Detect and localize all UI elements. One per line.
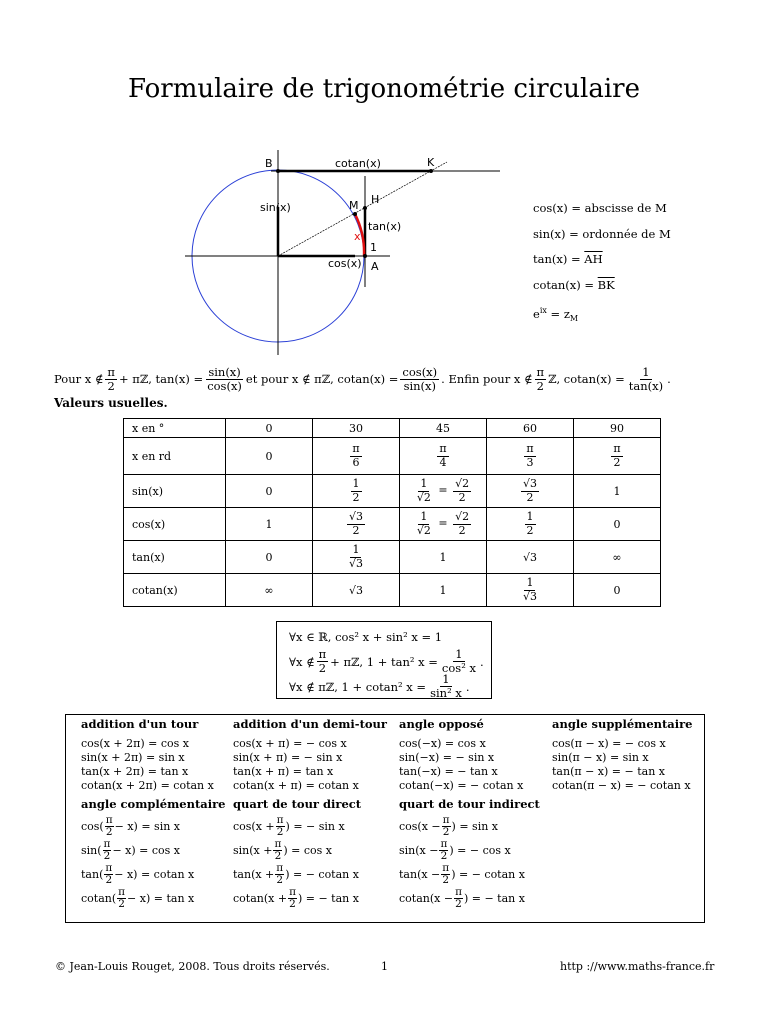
def-cos: cos(x) = abscisse de M: [533, 201, 667, 215]
formula: sin(π − x) = sin x: [552, 751, 649, 764]
footer-page-number: 1: [381, 960, 388, 973]
header-quart-indirect: quart de tour indirect: [399, 797, 540, 811]
page-title: Formulaire de trigonométrie circulaire: [128, 74, 640, 104]
point-m: [353, 212, 357, 216]
point-h: [363, 206, 367, 210]
formula: cos(x + π) = − cos x: [233, 737, 347, 750]
identity-2: ∀x ∉ $\frac{\pi}{2}$ + πℤ, 1 + tan² x = $\frac{1}{\text{cos² x}}$ .: [289, 647, 484, 675]
label-b: B: [265, 157, 273, 170]
label-sin: sin(x): [260, 201, 291, 214]
table-row: cos(x) 1 $\frac{√3}{2}$ $\frac{1}{√2}$ = $\frac{√2}{2}$ $\frac{1}{2}$ 0: [124, 508, 661, 541]
formula: cotan(−x) = − cotan x: [399, 779, 524, 792]
formula: sin( π 2 − x) = cos x: [81, 838, 180, 862]
identity-1: ∀x ∈ ℝ, cos² x + sin² x = 1: [289, 629, 443, 644]
formula: tan(x + π) = tan x: [233, 765, 334, 778]
footer-copyright: © Jean-Louis Rouget, 2008. Tous droits réservés.: [55, 960, 330, 973]
formula: sin(x + $\frac{\pi}{2}$ ) = cos x: [233, 838, 333, 862]
label-x: x: [354, 230, 361, 243]
formula: cotan(x + 2π) = cotan x: [81, 779, 214, 792]
label-tan: tan(x): [368, 220, 402, 233]
formulas-box: [65, 714, 705, 923]
definitions: [533, 196, 671, 332]
section-title-valeurs: Valeurs usuelles.: [54, 396, 168, 410]
label-m: M: [349, 199, 359, 212]
header-angle-complementaire: angle complémentaire: [81, 797, 226, 811]
table-row: cotan(x) ∞ √3 1 $\frac{1}{√3}$ 0: [124, 574, 661, 607]
formula: sin(x + π) = − sin x: [233, 751, 343, 764]
def-sin: sin(x) = ordonnée de M: [533, 226, 671, 241]
def-cotan: $cotan(x) = \overline{BK}$: [533, 277, 615, 292]
formula: cotan(x + π) = cotan x: [233, 779, 359, 792]
formula: cos(x − $\frac{\pi}{2}$ ) = sin x: [399, 814, 498, 838]
formula: cos(−x) = cos x: [399, 737, 486, 750]
header-angle-supplementaire: angle supplémentaire: [552, 717, 693, 731]
formula: cotan( π 2 − x) = tan x: [81, 886, 195, 910]
table-row: x en rd 0 $\frac{\pi}{6}$ $\frac{\pi}{4}$ $\frac{\pi}{3}$ $\frac{\pi}{2}$: [124, 438, 661, 475]
formula: tan(−x) = − tan x: [399, 765, 498, 778]
point-b: [276, 169, 280, 173]
formula: tan(x − $\frac{\pi}{2}$ ) = − cotan x: [399, 862, 525, 886]
def-tan: $\tan(x) = \overline{AH}$: [533, 252, 603, 266]
formula: tan(x + $\frac{\pi}{2}$ ) = − cotan x: [233, 862, 359, 886]
formula: tan(π − x) = − tan x: [552, 765, 665, 778]
formula: cos(x + 2π) = cos x: [81, 737, 189, 750]
label-a: A: [371, 260, 379, 273]
table-header-row: x en ° 0 30 45 60 90: [124, 419, 661, 438]
identity-3: ∀x ∉ πℤ, 1 + cotan² x = $\frac{1}{\text{sin² x}}$ .: [289, 672, 470, 700]
label-one: 1: [370, 241, 377, 254]
formula: tan(x + 2π) = tan x: [81, 765, 189, 778]
label-cos: cos(x): [328, 257, 362, 270]
table-row: sin(x) 0 $\frac{1}{2}$ $\frac{1}{√2}$ = $\frac{√2}{2}$ $\frac{√3}{2}$ 1: [124, 475, 661, 508]
header-demi-tour: addition d'un demi-tour: [233, 717, 387, 731]
header-angle-oppose: angle opposé: [399, 717, 484, 731]
footer-url[interactable]: http ://www.maths-france.fr: [560, 960, 715, 973]
formula: sin(x − $\frac{\pi}{2}$ ) = − cos x: [399, 838, 511, 862]
formula: tan( π 2 − x) = cotan x: [81, 862, 195, 886]
def-exp: $e^{ix} = z_M$: [533, 306, 579, 324]
header-addition-tour: addition d'un tour: [81, 717, 199, 731]
label-cotan: cotan(x): [335, 157, 381, 170]
formula: sin(−x) = − sin x: [399, 751, 495, 764]
unit-circle-figure: [185, 150, 515, 365]
point-k: [429, 169, 433, 173]
identities-box: [276, 621, 492, 699]
definition-domain-line: Pour x ∉ $\frac{\pi}{2}$ + πℤ, tan(x) = $\frac{\sin(x)}{\cos(x)}$ et pour x ∉ πℤ, cotan(x) = $\frac{\cos(x)}{\sin(x)}$ . Enfin pour x ∉ $\frac{\pi}{2}$ ℤ, cotan(x) = $\frac{1}{\tan(x)}$ .: [54, 365, 671, 393]
formula: cos(π − x) = − cos x: [552, 737, 666, 750]
table-row: tan(x) 0 $\frac{1}{√3}$ 1 √3 ∞: [124, 541, 661, 574]
label-h: H: [371, 193, 380, 206]
formula: cos( π 2 − x) = sin x: [81, 814, 181, 838]
formula: cotan(x − $\frac{\pi}{2}$ ) = − tan x: [399, 886, 525, 910]
header-quart-direct: quart de tour direct: [233, 797, 362, 811]
formula: cotan(π − x) = − cotan x: [552, 779, 691, 792]
point-a: [363, 254, 367, 258]
label-k: K: [427, 156, 435, 169]
values-table: [123, 418, 661, 607]
formula: cos(x + $\frac{\pi}{2}$ ) = − sin x: [233, 814, 345, 838]
formula: sin(x + 2π) = sin x: [81, 751, 185, 764]
formula: cotan(x + $\frac{\pi}{2}$ ) = − tan x: [233, 886, 359, 910]
